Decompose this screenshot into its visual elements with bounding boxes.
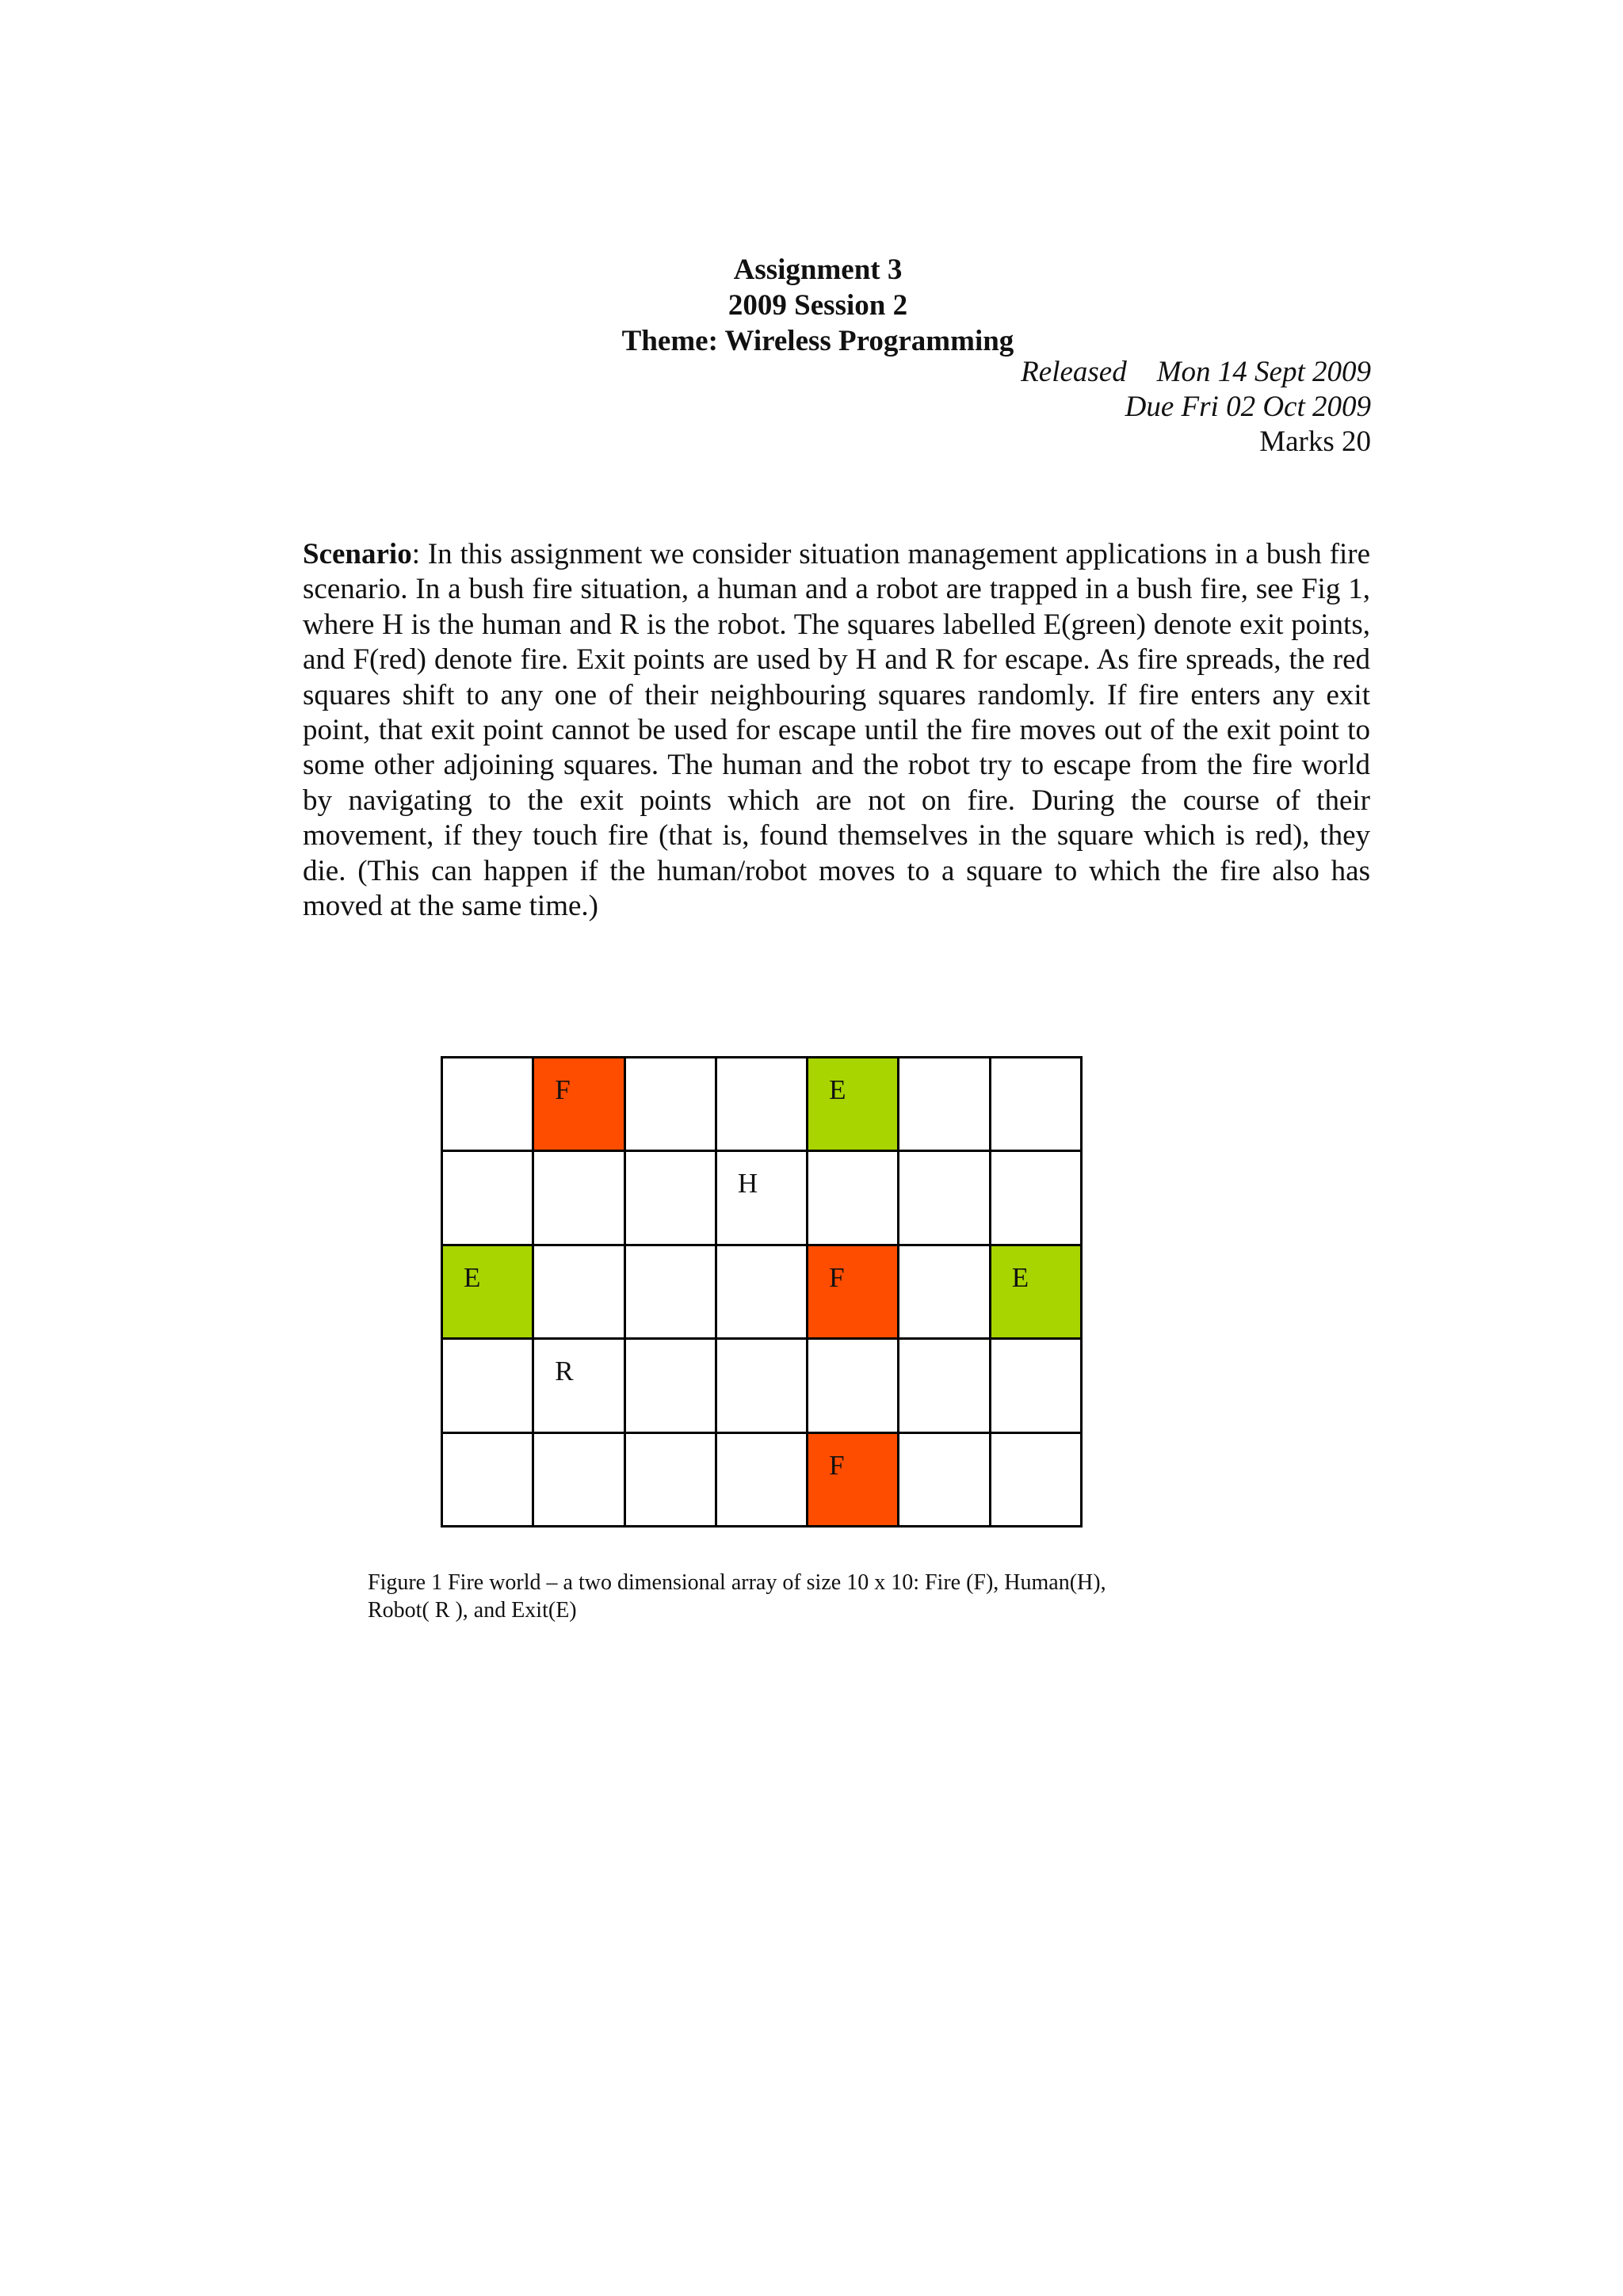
grid-cell-label: E [464, 1261, 481, 1293]
document-header [0, 252, 1623, 359]
grid-cell-exit [808, 1058, 899, 1152]
fire-world-grid [441, 1056, 1083, 1527]
grid-cell-empty [626, 1152, 717, 1245]
grid-cell-empty [899, 1434, 991, 1527]
grid-cell-empty [717, 1340, 808, 1433]
grid-cell-exit [991, 1246, 1083, 1340]
caption-line-1: Figure 1 Fire world – a two dimensional array of size 10 x 10: Fire (F), Human(H), [368, 1570, 1106, 1595]
released-date: Mon 14 Sept 2009 [1156, 356, 1371, 388]
grid-cell-label: E [829, 1074, 846, 1105]
grid-cell-empty [899, 1246, 991, 1340]
grid-cell-empty [534, 1340, 625, 1433]
grid-cell-empty [534, 1152, 625, 1245]
grid-cell-empty [991, 1340, 1083, 1433]
grid-cell-fire [808, 1434, 899, 1527]
scenario-text: : In this assignment we consider situation management applications in a bush fire scenario. In a bush fire situation, a human and a robot are trapped in a bush fire, see Fig 1, where H is the human and R is the robot. The squares labelled E(green) denote exit points, and F(red) denote fire. Exit points are used by H and R for escape. As fire spreads, the red squares shift to any one of their neighbouring squares randomly. If fire enters any exit point, that exit point cannot be used for escape until the fire moves out of the exit point to some other adjoining squares. The human and the robot try to escape from the fire world by navigating to the exit points which are not on fire. During the course of their movement, if they touch fire (that is, found themselves in the square which is red), they die. (This can happen if the human/robot moves to a square to which the fire also has moved at the same time.) [303, 538, 1370, 923]
grid-cell-empty [899, 1340, 991, 1433]
assignment-title: Assignment 3 [733, 254, 903, 286]
grid-cell-empty [443, 1340, 534, 1433]
grid-cell-empty [443, 1058, 534, 1152]
due-date: Due Fri 02 Oct 2009 [1125, 391, 1371, 423]
marks: Marks 20 [1259, 425, 1371, 458]
grid-cell-empty [991, 1434, 1083, 1527]
released-label: Released [1021, 356, 1127, 388]
grid-cell-label: R [555, 1356, 574, 1387]
grid-cell-fire [808, 1246, 899, 1340]
grid-cell-empty [534, 1434, 625, 1527]
grid-cell-empty [899, 1152, 991, 1245]
grid-cell-empty [717, 1246, 808, 1340]
grid-cell-empty [443, 1152, 534, 1245]
grid-cell-label: E [1011, 1261, 1029, 1293]
grid-cell-empty [534, 1246, 625, 1340]
grid-cell-empty [808, 1340, 899, 1433]
theme-title: Theme: Wireless Programming [621, 325, 1014, 357]
released-line [1021, 355, 1371, 390]
grid-cell-label: F [829, 1261, 845, 1293]
grid-cell-empty [717, 1058, 808, 1152]
scenario-paragraph [303, 537, 1370, 924]
grid-cell-empty [899, 1058, 991, 1152]
grid-cell-empty [808, 1152, 899, 1245]
grid-cell-empty [717, 1152, 808, 1245]
grid-cell-label: H [737, 1168, 758, 1199]
grid-cell-empty [626, 1058, 717, 1152]
grid-cell-empty [626, 1340, 717, 1433]
grid-cell-empty [991, 1058, 1083, 1152]
assignment-meta [1021, 355, 1371, 460]
grid-cell-empty [443, 1434, 534, 1527]
grid-cell-fire [534, 1058, 625, 1152]
grid-cell-empty [717, 1434, 808, 1527]
grid-cell-label: F [555, 1074, 571, 1105]
grid-cell-empty [626, 1434, 717, 1527]
scenario-label: Scenario [303, 538, 412, 570]
session-title: 2009 Session 2 [727, 289, 908, 322]
caption-line-2: Robot( R ), and Exit(E) [368, 1598, 577, 1623]
figure-caption [368, 1569, 1319, 1624]
grid-cell-label: F [829, 1449, 845, 1481]
grid-cell-exit [443, 1246, 534, 1340]
grid-cell-empty [626, 1246, 717, 1340]
grid-cell-empty [991, 1152, 1083, 1245]
